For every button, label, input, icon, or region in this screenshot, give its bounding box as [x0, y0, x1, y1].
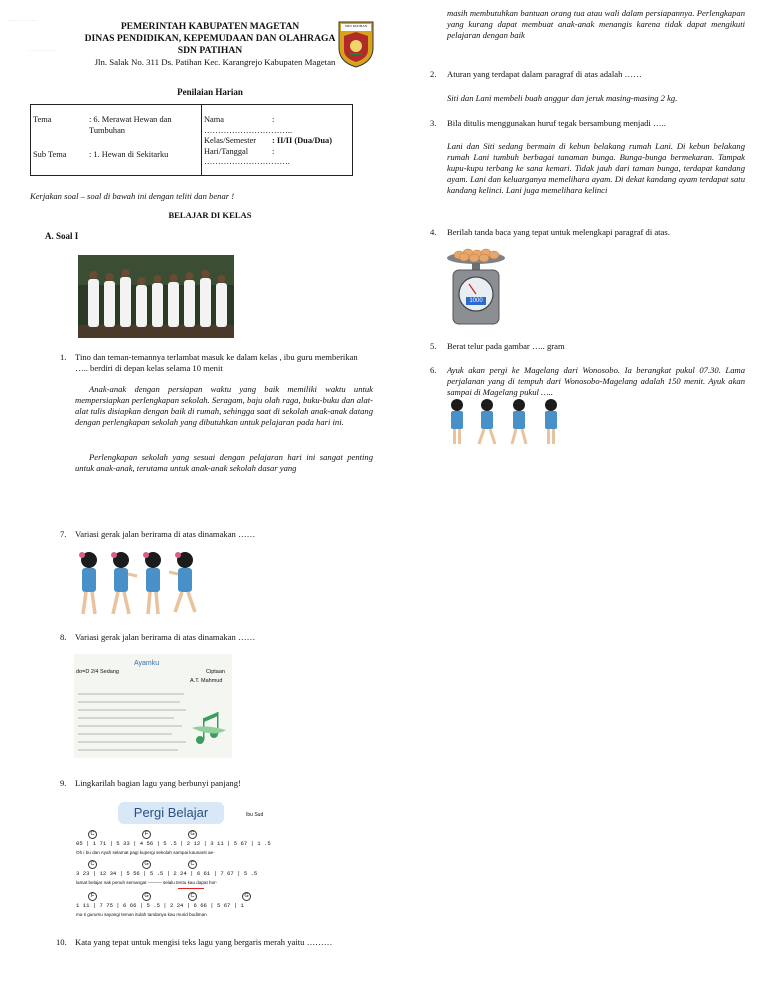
song2-row1-notes: 05 | 1 71 | 5 33 | 4 56 | 5 .5 | 2 12 | 3 11 | 5 67 | 1 .5	[76, 840, 271, 847]
q5-number: 5.	[430, 341, 437, 351]
q1-paragraph-2: Perlengkapan sekolah yang sesuai dengan pelajaran hari ini sangat penting untuk anak-anak, terutama untuk anak-anak sekolah dasar yang	[75, 452, 373, 473]
header-line-3: SDN PATIHAN	[177, 45, 243, 56]
faint-left-text-2: ………………	[28, 48, 58, 53]
q7-text: Variasi gerak jalan berirama di atas dinamakan ……	[75, 529, 256, 539]
song2-composer: Ibu Sud	[246, 812, 264, 818]
song2-chord-3: G	[188, 830, 197, 839]
q2-number: 2.	[430, 69, 437, 79]
q5-text: Berat telur pada gambar ….. gram	[447, 341, 565, 351]
song2-row1-lyrics: Oh i bu dan Ayah selamat pagi kupergi sekolah sampai kaunanti ae-	[76, 850, 215, 855]
q1-number: 1.	[60, 352, 67, 362]
q8-number: 8.	[60, 632, 67, 642]
logo-label: SDN PATIHAN	[344, 24, 368, 28]
song1-title: Ayamku	[134, 660, 160, 667]
scale-with-eggs-image	[445, 248, 507, 326]
q6-number: 6.	[430, 365, 437, 375]
song1-composer: A.T. Mahmud	[190, 678, 223, 684]
nama-dots: …………………………..	[204, 125, 292, 135]
song2-chord-6: C	[188, 860, 197, 869]
song1-credit-label: Ciptaan	[206, 669, 225, 675]
song2-row2-notes: 3 23 | 12 34 | 5 56 | 5 .5 | 2 24 | 6 61 | 7 67 | 5 .5	[76, 870, 258, 877]
hari-value: :	[272, 146, 275, 156]
subtema-label: Sub Tema	[33, 150, 67, 159]
students-photo	[78, 255, 234, 338]
q4-number: 4.	[430, 227, 437, 237]
q2-sentence: Siti dan Lani membeli buah anggur dan jeruk masing-masing 2 kg.	[447, 93, 678, 103]
song2-chord-2: F	[142, 830, 151, 839]
tema-label: Tema	[33, 115, 52, 124]
song2-chord-1: C	[88, 830, 97, 839]
q3-paragraph: Lani dan Siti sedang bermain di kebun belakang rumah Lani. Di kebun belakang rumah Lani tumbuh berbagai tanaman bunga. Bunga-bunga bermekaran. Tampak kupu-kupu terbang ke sana kemari. Tidak jauh dari taman bunga, terdapat kandang ayam. Lani dan keluarganya memelihara ayam. Di dekat kandang ayam terdapat satu kandang kelinci. Lani juga memelihara kelinci	[447, 141, 745, 195]
q1-paragraph-1: Anak-anak dengan persiapan waktu yang baik memiliki waktu untuk mempersiapkan perlengkapan sekolah. Seragam, baju olah raga, buku-buku dan alat-alat tulis disiapkan dengan baik di rumah, sehingga saat di sekolah anak-anak datang dengan perlengkapan sekolah yang dibutuhkan untuk pelajaran pada hari ini.	[75, 384, 373, 427]
instruction: Kerjakan soal – soal di bawah ini dengan teliti dan benar !	[30, 191, 235, 201]
info-left-box	[30, 104, 202, 176]
q7-number: 7.	[60, 529, 67, 539]
q4-text: Berilah tanda baca yang tepat untuk melengkapi paragraf di atas.	[447, 227, 670, 237]
nama-value: :	[272, 115, 275, 124]
kelas-label: Kelas/Semester	[204, 136, 257, 145]
song2-chord-8: G	[142, 892, 151, 901]
song2-row3-lyrics: ma ti gurumu sayangi teman itulah tandanya kau murid budiman	[76, 912, 207, 917]
q6-text: Ayuk akan pergi ke Magelang dari Wonosobo. Ia berangkat pukul 07.30. Lama perjalanan yang di tempuh dari Wonosobo-Magelang adalah 150 menit. Ayuk akan sampai di Magelang pukul …..	[447, 365, 745, 397]
faint-left-text: ………………	[8, 18, 38, 23]
song2-chord-4: C	[88, 860, 97, 869]
header-address: Jln. Salak No. 311 Ds. Patihan Kec. Karangrejo Kabupaten Magetan	[94, 57, 336, 67]
hari-dots: ………………………….	[204, 157, 290, 166]
song2-row3-notes: 1 11 | 7 75 | 6 66 | 5 .5 | 2 24 | 6 66 | 5 67 | 1	[76, 902, 244, 909]
song2-chord-9: C	[188, 892, 197, 901]
hari-label: Hari/Tanggal	[204, 146, 249, 156]
kelas-value: : II/II (Dua/Dua)	[272, 136, 333, 145]
scale-reading: 1000	[469, 298, 483, 304]
right-continuation: masih membutuhkan bantuan orang tua atau wali dalam persiapannya. Perlengkapan yang kurang dapat membuat anak-anak menangis karena tidak dapat mengikuti pelajaran dengan baik	[447, 8, 745, 40]
song1-key: do=D 2/4 Sedang	[76, 669, 119, 675]
q8-text: Variasi gerak jalan berirama di atas dinamakan ……	[75, 632, 256, 642]
section-title: BELAJAR DI KELAS	[168, 210, 252, 220]
q10-text: Kata yang tepat untuk mengisi teks lagu yang bergaris merah yaitu ………	[75, 937, 333, 947]
q9-number: 9.	[60, 778, 67, 788]
tema-value: : 6. Merawat Hewan dan Tumbuhan	[89, 115, 172, 135]
subtema-value: : 1. Hewan di Sekitarku	[89, 150, 169, 159]
section-a: A. Soal I	[45, 231, 79, 241]
q1-text: Tino dan teman-temannya terlambat masuk ke dalam kelas , ibu guru memberikan ….. berdiri di depan kelas selama 10 menit	[75, 352, 358, 373]
song2-title: Pergi Belajar	[133, 805, 209, 820]
song2-chord-10: G	[242, 892, 251, 901]
song2-chord-7: F	[88, 892, 97, 901]
walking-girls-image-1	[443, 398, 565, 448]
song-sheet-ayamku	[74, 654, 232, 758]
header-line-2: DINAS PENDIDIKAN, KEPEMUDAAN DAN OLAHRAGA	[84, 33, 336, 44]
song2-chord-5: G	[142, 860, 151, 869]
info-right-box	[201, 104, 353, 176]
q3-text: Bila ditulis menggunakan huruf tegak bersambung menjadi …..	[447, 118, 666, 128]
song2-red-underline	[178, 888, 204, 889]
song2-row2-lyrics: lamat belajar nak penuh semangat ——— selalu tentu kau dapat hor-	[76, 880, 218, 885]
header-line-1: PEMERINTAH KABUPATEN MAGETAN	[120, 21, 300, 32]
nama-label: Nama	[204, 115, 224, 124]
page-title: Penilaian Harian	[177, 87, 243, 97]
school-logo	[337, 20, 375, 68]
q3-number: 3.	[430, 118, 437, 128]
q10-number: 10.	[56, 937, 67, 947]
q2-text: Aturan yang terdapat dalam paragraf di atas adalah ……	[447, 69, 642, 79]
q9-text: Lingkarilah bagian lagu yang berbunyi panjang!	[75, 778, 241, 788]
walking-girls-image-2	[75, 550, 203, 618]
song-sheet-pergi-belajar	[74, 800, 290, 920]
